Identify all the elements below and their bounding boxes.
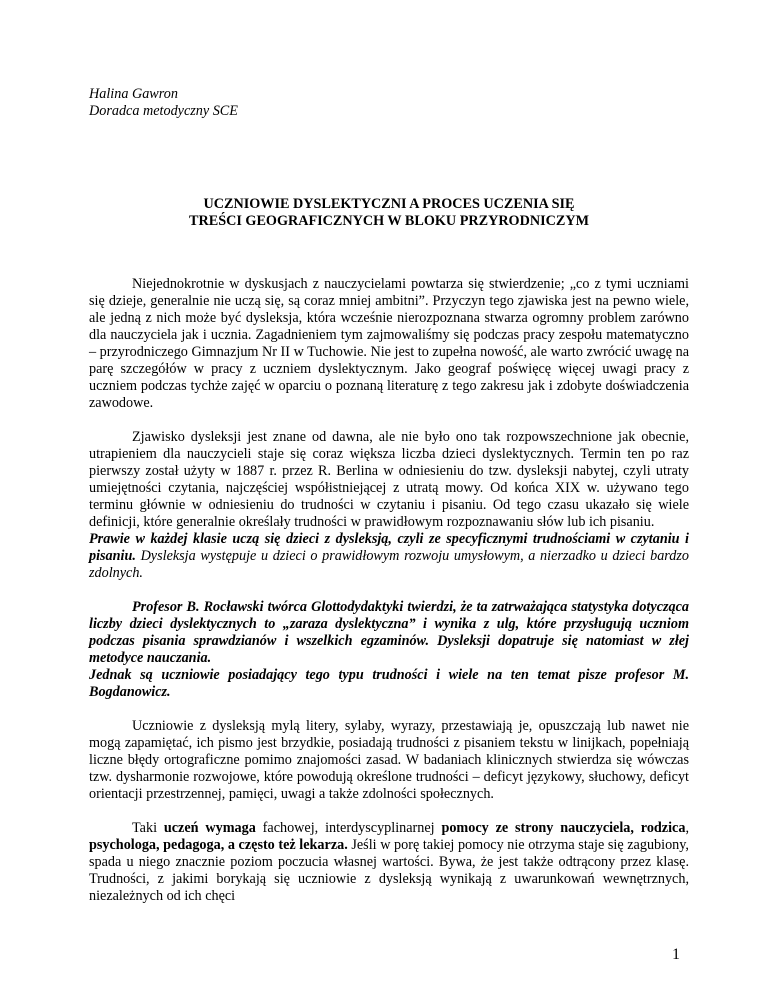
p5-text-a: Taki — [132, 820, 164, 836]
p5-bold-d: pomocy ze strony nauczyciela, rodzica — [441, 820, 686, 836]
title-line-1: UCZNIOWIE DYSLEKTYCZNI A PROCES UCZENIA SIĘ — [203, 196, 575, 212]
p5-bold-f: psychologa, pedagoga, a często też lekarza. — [89, 837, 348, 853]
paragraph-3: Profesor B. Rocławski twórca Glottodydaktyki twierdzi, że ta zatrważająca statystyka dotycząca liczby dzieci dyslektycznych to „zaraza dyslektyczna” i wynika z ulg, które przysługują uczniom podczas pisania sprawdzianów i wszelkich egzaminów. Dysleksji dopatruje się natomiast w złej metodyce nauczania. — [89, 599, 689, 666]
p5-text-c: fachowej, interdyscyplinarnej — [255, 820, 442, 836]
author-role: Doradca metodyczny SCE — [89, 103, 238, 119]
p5-bold-b: uczeń wymaga — [163, 820, 256, 836]
p5-text-e: , — [685, 820, 689, 836]
paragraph-2: Zjawisko dysleksji jest znane od dawna, ale nie było ono tak rozpowszechnione jak obecnie, utrapieniem dla nauczycieli staje się coraz większa liczba dzieci dyslektycznych. Termin ten po raz pierwszy został użyty w 1887 r. przez R. Berlina w odniesieniu do tzw. dysleksji nabytej, czyli utraty umiejętności czytania, najczęściej współistniejącej z utratą mowy. Od końca XIX w. używano tego terminu głównie w odniesieniu do trudności w czytaniu i pisaniu. Od tego czasu ukazało się wiele definicji, które generalnie określały trudności w prawidłowym rozpoznawaniu słów lub ich pisaniu. — [89, 429, 689, 530]
paragraph-2-emphasis — [89, 531, 689, 582]
page-number: 1 — [672, 946, 680, 963]
emphasis-bold-italic: Prawie w każdej klasie uczą się dzieci z dysleksją, czyli ze specyficznymi trudnościami w czytaniu i pisaniu. — [89, 531, 689, 564]
document-title — [89, 196, 689, 230]
document-page — [89, 86, 689, 905]
title-line-2: TREŚCI GEOGRAFICZNYCH W BLOKU PRZYRODNICZYM — [189, 213, 589, 229]
paragraph-5 — [89, 820, 689, 905]
p5-text-g: Jeśli w porę takiej pomocy nie otrzyma staje się zagubiony, spada u niego znacznie poziom poczucia własnej wartości. Bywa, że jest także odtrącony przez klasę. Trudności, z jakimi borykają się uczniowie z dysleksją wynikają z uwarunkowań wewnętrznych, niezależnych od ich chęci — [89, 837, 689, 904]
emphasis-italic: Dysleksja występuje u dzieci o prawidłowym rozwoju umysłowym, a nierzadko u dzieci bardzo zdolnych. — [89, 548, 689, 581]
paragraph-3-continuation: Jednak są uczniowie posiadający tego typu trudności i wiele na ten temat pisze profesor M. Bogdanowicz. — [89, 667, 689, 700]
author-name: Halina Gawron — [89, 86, 178, 102]
paragraph-4: Uczniowie z dysleksją mylą litery, sylaby, wyrazy, przestawiają je, opuszczają lub nawet nie mogą zapamiętać, ich pismo jest brzydkie, posiadają trudności z pisaniem tekstu w linijkach, popełniają liczne błędy ortograficzne pomimo znajomości zasad. W badaniach klinicznych stwierdza się wówczas tzw. dysharmonie rozwojowe, które powodują określone trudności – deficyt językowy, słuchowy, deficyt orientacji przestrzennej, pamięci, uwagi a także zdolności społecznych. — [89, 718, 689, 802]
paragraph-1: Niejednokrotnie w dyskusjach z nauczycielami powtarza się stwierdzenie; „co z tymi uczniami się dzieje, generalnie nie uczą się, są coraz mniej ambitni”. Przyczyn tego zjawiska jest na pewno wiele, ale jedną z nich może być dysleksja, która wcześnie nierozpoznana stwarza ogromny problem zarówno dla nauczyciela jak i ucznia. Zagadnieniem tym zajmowaliśmy się podczas pracy zespołu matematyczno – przyrodniczego Gimnazjum Nr II w Tuchowie. Nie jest to zupełna nowość, ale warto zwrócić uwagę na parę szczegółów w pracy z uczniem dyslektycznym. Jako geograf poświęcę więcej uwagi pracy z uczniem podczas tychże zajęć w oparciu o poznaną literaturę z tego zakresu jak i zdobyte doświadczenia zawodowe. — [89, 276, 689, 411]
